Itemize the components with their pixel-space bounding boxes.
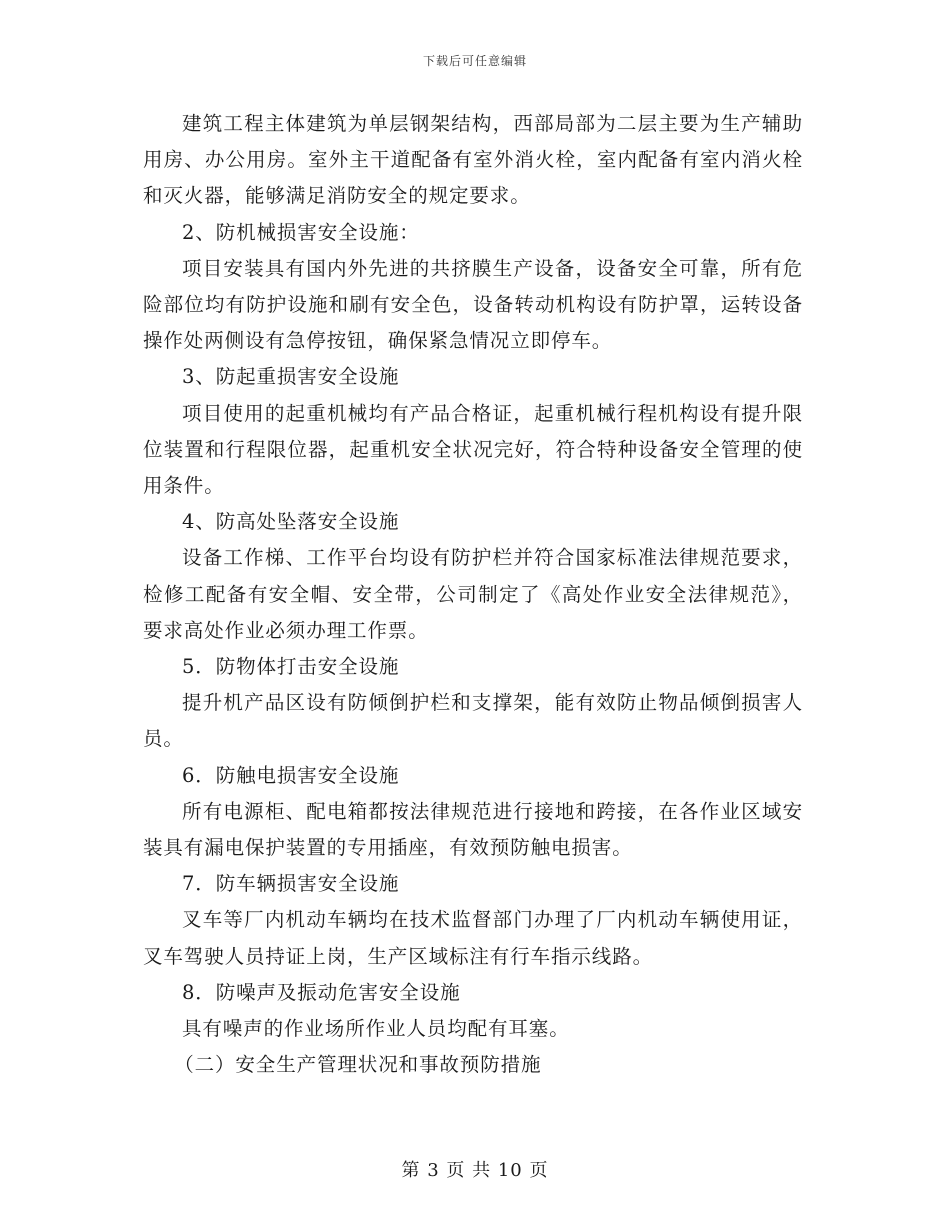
paragraph: 具有噪声的作业场所作业人员均配有耳塞。: [182, 1017, 570, 1041]
page-footer: 第 3 页 共 10 页: [401, 1160, 549, 1181]
section-heading: 5．防物体打击安全设施: [182, 655, 400, 679]
paragraph: 提升机产品区设有防倾倒护栏和支撑架，能有效防止物品倾倒损害人员。: [143, 691, 803, 751]
section-heading: 7．防车辆损害安全设施: [182, 872, 400, 896]
section-heading: 8．防噪声及振动危害安全设施: [182, 980, 461, 1004]
paragraph: 项目使用的起重机械均有产品合格证，起重机械行程机构设有提升限位装置和行程限位器，起重机安全状况完好，符合特种设备安全管理的使用条件。: [143, 401, 803, 498]
section-title: （二）安全生产管理状况和事故预防措施: [174, 1053, 542, 1077]
section-heading: 4、防高处坠落安全设施: [182, 510, 400, 534]
paragraph: 叉车等厂内机动车辆均在技术监督部门办理了厂内机动车辆使用证，叉车驾驶人员持证上岗，生产区域标注有行车指示线路。: [143, 908, 803, 968]
page-header: 下载后可任意编辑: [422, 54, 527, 68]
paragraph: 建筑工程主体建筑为单层钢架结构，西部局部为二层主要为生产辅助用房、办公用房。室外主干道配备有室外消火栓，室内配备有室内消火栓和灭火器，能够满足消防安全的规定要求。: [143, 112, 803, 208]
paragraph: 所有电源柜、配电箱都按法律规范进行接地和跨接，在各作业区域安装具有漏电保护装置的专用插座，有效预防触电损害。: [143, 799, 803, 860]
paragraph: 设备工作梯、工作平台均设有防护栏并符合国家标准法律规范要求，检修工配备有安全帽、安全带，公司制定了《高处作业安全法律规范》，要求高处作业必须办理工作票。: [143, 546, 803, 642]
section-heading: 2、防机械损害安全设施：: [182, 220, 420, 244]
page-body: [143, 106, 803, 1083]
section-heading: 6．防触电损害安全设施: [182, 763, 400, 787]
section-heading: 3、防起重损害安全设施: [182, 365, 400, 389]
paragraph: 项目安装具有国内外先进的共挤膜生产设备，设备安全可靠，所有危险部位均有防护设施和刷有安全色，设备转动机构设有防护罩，运转设备操作处两侧设有急停按钮，确保紧急情况立即停车。: [143, 256, 803, 353]
